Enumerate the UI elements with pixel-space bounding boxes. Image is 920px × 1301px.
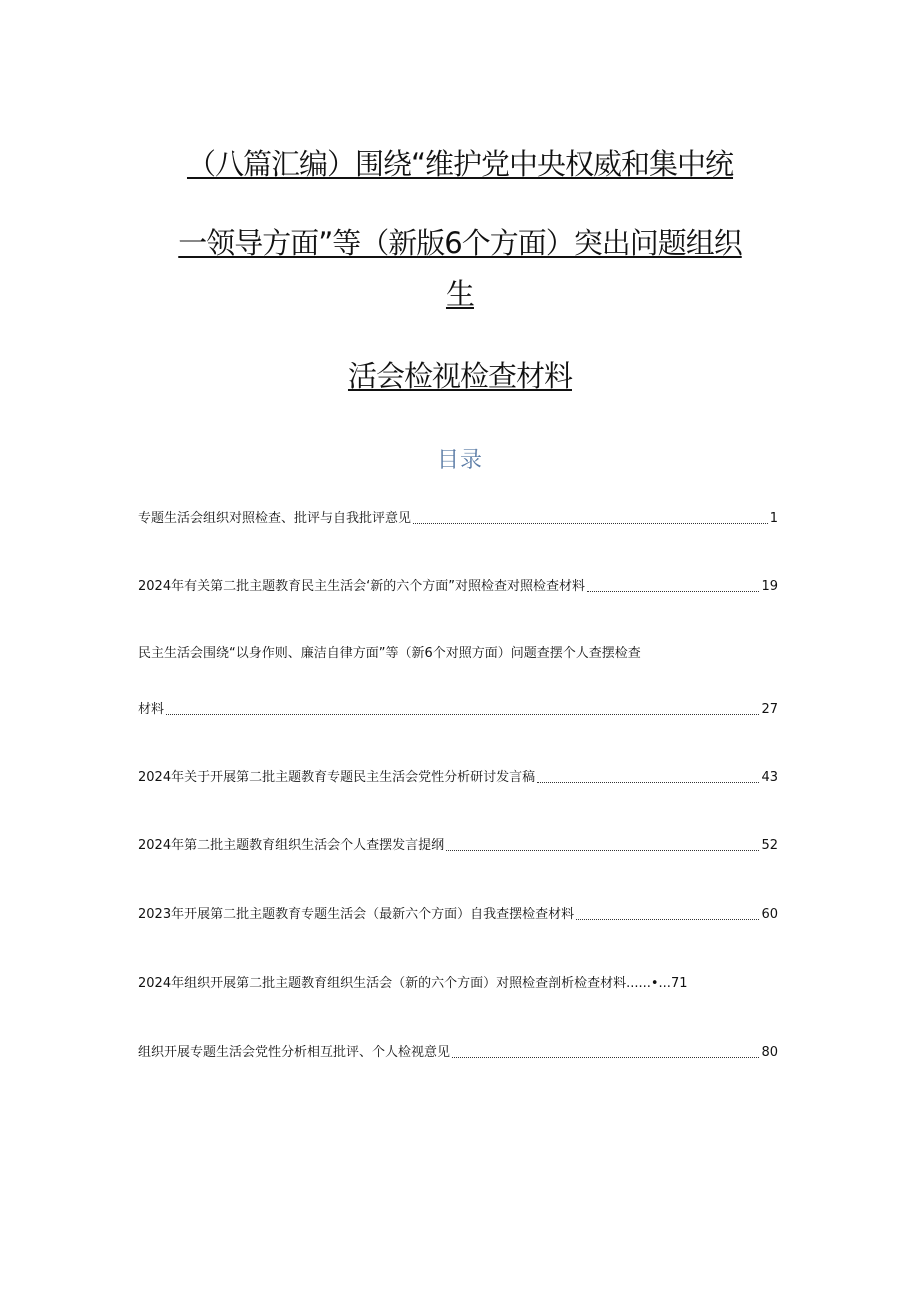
- toc-entry-label: 材料: [138, 702, 165, 717]
- toc-entry-page: 52: [761, 838, 778, 853]
- title-text-1: （八篇汇编）围绕“维护党中央权威和集中统: [186, 147, 734, 181]
- toc-leader-dots: [452, 1057, 759, 1058]
- toc-entry-7[interactable]: [138, 971, 778, 993]
- toc-heading: 目录: [436, 448, 483, 473]
- toc-entry-6[interactable]: [138, 902, 778, 924]
- toc-entry-label: 2024年第二批主题教育组织生活会个人查摆发言提纲: [138, 838, 445, 853]
- document-title-line-3: [0, 276, 920, 312]
- toc-leader-dots: [166, 714, 759, 715]
- toc-entry-page: 1: [769, 511, 778, 526]
- title-text-3: 生: [445, 277, 474, 311]
- title-text-2: 一领导方面”等（新版6个方面）突出问题组织: [178, 226, 742, 260]
- toc-entry-label: 2024年关于开展第二批主题教育专题民主生活会党性分析研讨发言稿: [138, 770, 536, 785]
- toc-entry-label: 2023年开展第二批主题教育专题生活会（最新六个方面）自我查摆检查材料: [138, 907, 575, 922]
- toc-entry-label: 2024年组织开展第二批主题教育组织生活会（新的六个方面）对照检查剖析检查材料......•...: [138, 976, 671, 991]
- toc-entry-3[interactable]: [138, 697, 778, 719]
- toc-entry-label: 组织开展专题生活会党性分析相互批评、个人检视意见: [138, 1045, 451, 1060]
- toc-entry-page: 19: [761, 579, 778, 594]
- toc-entry-page: 71: [670, 976, 688, 991]
- toc-entry-page: 43: [761, 770, 778, 785]
- document-title-line-4: [0, 358, 920, 394]
- toc-leader-dots: [576, 919, 759, 920]
- toc-entry-5[interactable]: [138, 833, 778, 855]
- toc-entry-page: 27: [761, 702, 778, 717]
- document-title-line-1: [0, 146, 920, 182]
- toc-entry-label: 专题生活会组织对照检查、批评与自我批评意见: [138, 511, 412, 526]
- toc-leader-dots: [413, 523, 768, 524]
- toc-entry-3-first-line[interactable]: 民主生活会围绕“以身作则、廉洁自律方面”等（新6个对照方面）问题查摆个人查摆检查: [138, 646, 641, 661]
- toc-entry-1[interactable]: [138, 506, 778, 528]
- toc-leader-dots: [446, 850, 759, 851]
- toc-entry-page: 80: [761, 1045, 778, 1060]
- document-title-line-2: [0, 225, 920, 261]
- toc-leader-dots: [537, 782, 759, 783]
- toc-leader-dots: [587, 591, 760, 592]
- toc-entry-2[interactable]: [138, 574, 778, 596]
- toc-entry-page: 60: [761, 907, 778, 922]
- toc-entry-label: 2024年有关第二批主题教育民主生活会‘新的六个方面”对照检查对照检查材料: [138, 579, 585, 594]
- toc-entry-8[interactable]: [138, 1040, 778, 1062]
- title-text-4: 活会检视检查材料: [347, 359, 572, 393]
- toc-entry-4[interactable]: [138, 765, 778, 787]
